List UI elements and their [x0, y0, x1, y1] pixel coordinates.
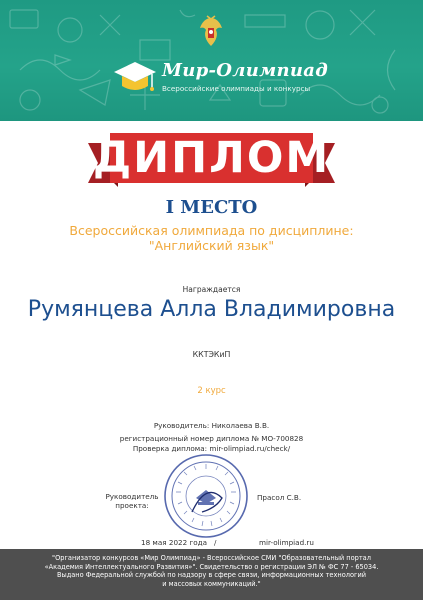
footer-legal [0, 549, 423, 600]
logo-title: Мир-Олимпиад [162, 60, 329, 81]
registration-number: регистрационный номер диплома № МО-700828 [119, 434, 304, 443]
organization-name: ККТЭКиП [192, 350, 231, 359]
site-link[interactable]: mir-olimpiad.ru [259, 538, 314, 547]
subject-block [40, 223, 383, 253]
recipient-name: Румянцева Алла Владимировна [27, 297, 396, 322]
footer-line-3: Выдано Федеральной службой по надзору в сфере связи, информационных технологий [56, 571, 367, 580]
project-lead-label-line1: Руководитель [105, 492, 159, 501]
awarded-label: Награждается [182, 285, 241, 294]
site-logo [112, 58, 329, 100]
subject-line-2: "Английский язык" [148, 238, 275, 253]
footer-line-1: "Организатор конкурсов «Мир Олимпиад» - Всероссийское СМИ "Образовательный портал [52, 554, 371, 562]
project-lead-name: Прасол С.В. [257, 493, 302, 502]
header-banner [0, 0, 423, 121]
course-label: 2 курс [197, 386, 226, 396]
check-link[interactable]: Проверка диплома: mir-olimpiad.ru/check/ [132, 444, 291, 453]
official-stamp [162, 452, 250, 540]
issue-date: 18 мая 2022 года [141, 538, 207, 547]
graduation-cap-icon [112, 58, 158, 98]
footer-line-2: «Академия Интеллектуального Развития»". Свидетельство о регистрации ЭЛ № ФС 77 - 65034. [44, 562, 379, 571]
footer-line-4: и массовых коммуникаций." [162, 579, 261, 588]
date-separator: / [214, 538, 217, 547]
supervisor-line: Руководитель: Николаева В.В. [153, 421, 270, 430]
subject-line-1: Всероссийская олимпиада по дисциплине: [69, 223, 354, 238]
diploma-title: ДИПЛОМ [92, 133, 331, 183]
russian-coat-of-arms-icon [196, 14, 226, 50]
project-lead-label-line2: проекта: [115, 501, 149, 510]
project-lead-label [101, 492, 163, 510]
logo-subtitle: Всероссийские олимпиады и конкурсы [162, 84, 311, 93]
place-heading: I МЕСТО [165, 197, 258, 218]
